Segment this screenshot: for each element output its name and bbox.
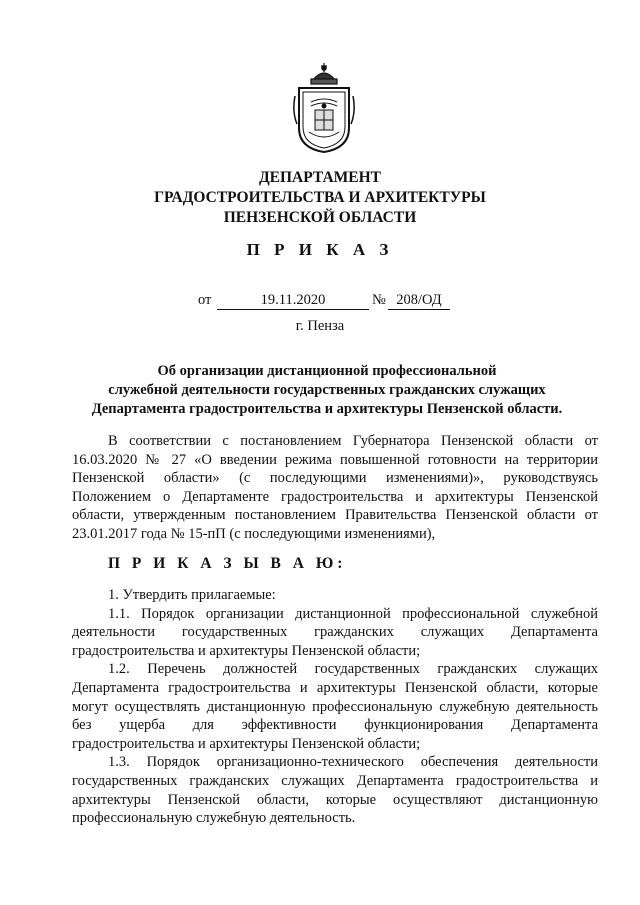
order-item: 1. Утвердить прилагаемые: — [108, 587, 276, 603]
order-item: 1.1. Порядок организации дистанционной профессиональной служебной деятельности государственных гражданских служащих Департамента градостроительства и архитектуры Пензенской области; — [72, 605, 598, 659]
subject-line-1: Об организации дистанционной профессиональной — [157, 363, 497, 379]
number-label: № — [372, 292, 386, 308]
order-item: 1.2. Перечень должностей государственных гражданских служащих Департамента градостроительства и архитектуры Пензенской области, которые могут осуществлять дистанционную профессиональную служебную деятельность без ущерба для эффективности функционирования Департамента градостроительства и архитектуры Пензенской области; — [72, 661, 598, 752]
coat-of-arms-icon — [291, 62, 357, 154]
document-title: П Р И К А З — [246, 240, 394, 259]
subject-line-3: Департамента градостроительства и архитектуры Пензенской области. — [91, 401, 563, 417]
decree-heading: П Р И К А З Ы В А Ю: — [108, 555, 347, 572]
order-date: 19.11.2020 — [217, 292, 369, 310]
order-item: 1.3. Порядок организационно-технического обеспечения деятельности государственных гражданских служащих Департамента градостроительства и архитектуры Пензенской области, которые осуществляют дистанционную профессиональную служебную деятельность. — [72, 754, 598, 827]
city: г. Пенза — [295, 318, 345, 334]
preamble-section — [72, 432, 598, 544]
order-number: 208/ОД — [388, 292, 450, 310]
date-label: от — [198, 292, 212, 308]
document-subject — [72, 362, 582, 419]
preamble-paragraph: В соответствии с постановлением Губернатора Пензенской области от 16.03.2020 № 27 «О введении режима повышенной готовности на территории Пензенской области» (с последующими изменениями)», руководствуясь Положением о Департаменте градостроительства и архитектуры Пензенской области, утвержденным постановлением Правительства Пензенской области от 23.01.2017 года № 15-пП (с последующими изменениями), — [72, 433, 598, 542]
department-name-line-3: ПЕНЗЕНСКОЙ ОБЛАСТИ — [223, 209, 417, 226]
order-items — [72, 586, 598, 828]
department-name-line-1: ДЕПАРТАМЕНТ — [258, 169, 382, 186]
subject-line-2: служебной деятельности государственных гражданских служащих — [108, 382, 546, 398]
department-name-line-2: ГРАДОСТРОИТЕЛЬСТВА И АРХИТЕКТУРЫ — [154, 189, 486, 206]
